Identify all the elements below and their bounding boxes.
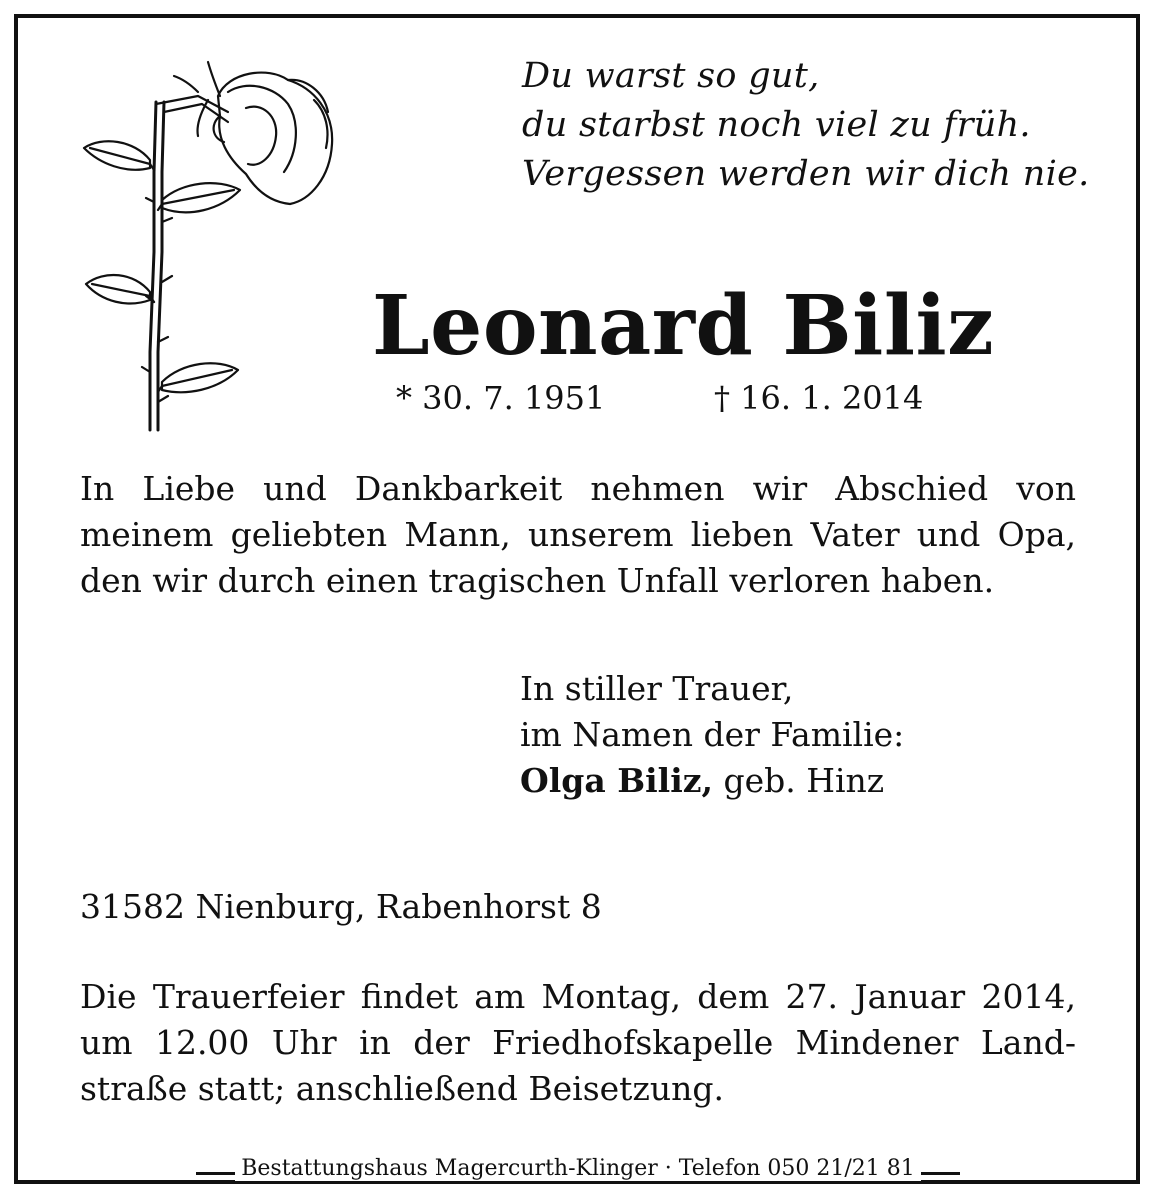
funeral-home-contact: Bestattungshaus Magercurth-Klinger · Telefon 050 21/21 81 [235, 1156, 921, 1181]
quote-line: du starbst noch viel zu früh. [522, 105, 1031, 145]
death-date: † 16. 1. 2014 [714, 379, 924, 417]
signer-name: Olga Biliz, [520, 761, 713, 800]
farewell-message [80, 466, 1076, 604]
signer-maiden-name: geb. Hinz [712, 761, 885, 800]
rose-icon [78, 52, 348, 438]
signature-name-line [520, 758, 904, 804]
deceased-name: Leonard Biliz [372, 278, 995, 374]
signature-line: im Namen der Familie: [520, 715, 905, 754]
service-line: um 12.00 Uhr in der Friedhofskapelle Mindener Land- [80, 1023, 1076, 1062]
memorial-quote [522, 52, 1090, 199]
message-line: meinem geliebten Mann, unserem lieben Vater und Opa, [80, 515, 1076, 554]
message-line: den wir durch einen tragischen Unfall verloren haben. [80, 561, 995, 600]
funeral-home-footer [196, 1154, 960, 1190]
family-address: 31582 Nienburg, Rabenhorst 8 [80, 887, 602, 926]
quote-line: Vergessen werden wir dich nie. [522, 154, 1090, 194]
birth-date: * 30. 7. 1951 [396, 379, 606, 417]
quote-line: Du warst so gut, [522, 56, 820, 96]
signature-line: In stiller Trauer, [520, 669, 794, 708]
service-line: straße statt; anschließend Beisetzung. [80, 1069, 724, 1108]
funeral-service-info [80, 974, 1076, 1112]
mourner-signature [520, 666, 904, 804]
service-line: Die Trauerfeier findet am Montag, dem 27. Januar 2014, [80, 977, 1076, 1016]
message-line: In Liebe und Dankbarkeit nehmen wir Abschied von [80, 469, 1076, 508]
